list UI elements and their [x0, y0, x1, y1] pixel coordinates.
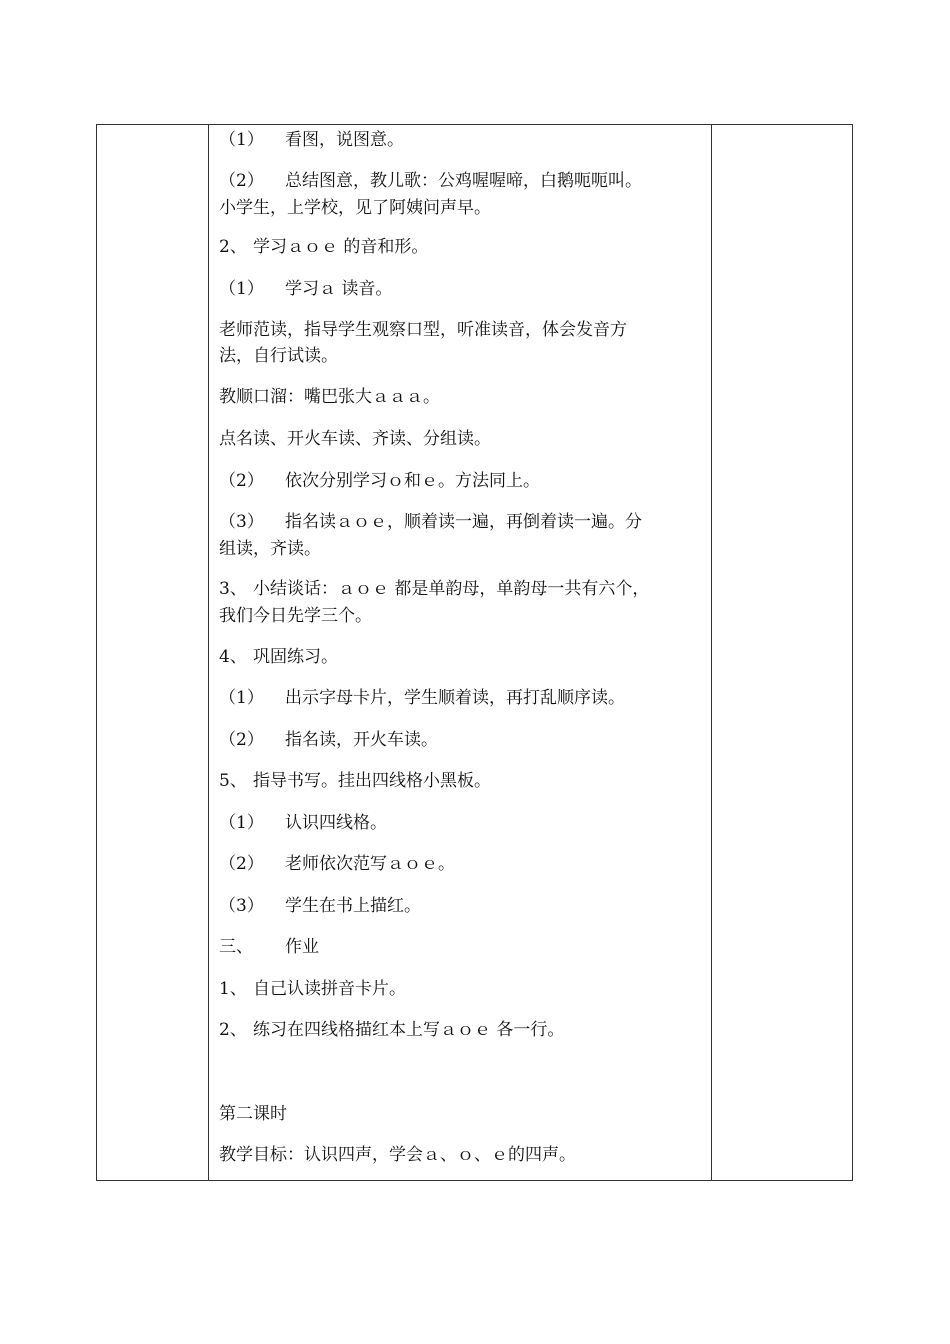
- line-text: 教学目标：认识四声，学会ａ、ｏ、ｅ的四声。: [219, 1145, 576, 1165]
- line-text: 法，自行试读。: [219, 346, 338, 366]
- line-text: 教顺口溜：嘴巴张大ａａａ。: [219, 387, 440, 407]
- line-number: 4、: [219, 647, 247, 667]
- line-text: 作业: [285, 937, 319, 957]
- content-line: [219, 195, 699, 221]
- line-number: 三、: [219, 937, 253, 957]
- line-number: （1）: [219, 130, 264, 150]
- line-text: 指名读，开火车读。: [285, 730, 438, 750]
- content-line: [219, 276, 699, 302]
- line-text: 学习ａ 读音。: [285, 279, 393, 299]
- line-text: 出示字母卡片，学生顺着读，再打乱顺序读。: [285, 688, 625, 708]
- line-text: 认识四线格。: [285, 813, 387, 833]
- table-column-divider-right: [711, 125, 712, 1180]
- content-line: [219, 509, 699, 535]
- section-heading: [219, 1101, 699, 1127]
- line-number: 5、: [219, 771, 247, 791]
- content-line: [219, 536, 699, 562]
- line-text: 小学生，上学校，见了阿姨问声早。: [219, 198, 491, 218]
- content-line: [219, 426, 699, 452]
- table-column-divider-left: [208, 125, 209, 1180]
- line-number: （2）: [219, 171, 264, 191]
- line-number: （1）: [219, 279, 264, 299]
- line-text: 点名读、开火车读、齐读、分组读。: [219, 429, 491, 449]
- line-text: 小结谈话：ａｏｅ 都是单韵母，单韵母一共有六个，: [253, 579, 650, 599]
- content-line: [219, 1017, 699, 1043]
- line-text: 自己认读拼音卡片。: [253, 979, 406, 999]
- content-line: [219, 851, 699, 877]
- content-line: [219, 768, 699, 794]
- content-line: [219, 317, 699, 343]
- line-text: 学生在书上描红。: [285, 896, 421, 916]
- line-text: 看图，说图意。: [285, 130, 404, 150]
- content-line: [219, 343, 699, 369]
- line-number: （3）: [219, 512, 264, 532]
- content-line: [219, 727, 699, 753]
- line-text: 练习在四线格描红本上写ａｏｅ 各一行。: [253, 1020, 565, 1040]
- content-line: [219, 685, 699, 711]
- content-line: [219, 603, 699, 629]
- line-number: （1）: [219, 813, 264, 833]
- line-number: （3）: [219, 896, 264, 916]
- line-text: 第二课时: [219, 1104, 287, 1124]
- line-text: 组读，齐读。: [219, 539, 321, 559]
- content-line: [219, 893, 699, 919]
- line-number: （2）: [219, 730, 264, 750]
- line-number: 2、: [219, 1020, 247, 1040]
- line-text: 依次分别学习ｏ和ｅ。方法同上。: [285, 471, 540, 491]
- lesson-plan-table: [96, 124, 853, 1181]
- content-line: [219, 1142, 699, 1168]
- content-line: [219, 168, 699, 194]
- line-text: 总结图意，教儿歌：公鸡喔喔啼，白鹅呃呃叫。: [285, 171, 642, 191]
- line-number: 2、: [219, 237, 247, 257]
- line-text: 我们今日先学三个。: [219, 606, 372, 626]
- line-text: 老师范读，指导学生观察口型，听准读音，体会发音方: [219, 320, 627, 340]
- content-line: [219, 384, 699, 410]
- line-number: （2）: [219, 471, 264, 491]
- content-line: [219, 976, 699, 1002]
- content-line: [219, 576, 699, 602]
- content-line: [219, 127, 699, 153]
- content-line: [219, 810, 699, 836]
- line-number: （2）: [219, 854, 264, 874]
- content-line: [219, 234, 699, 260]
- line-number: 1、: [219, 979, 247, 999]
- line-text: 学习ａｏｅ 的音和形。: [253, 237, 429, 257]
- content-line: [219, 468, 699, 494]
- line-text: 巩固练习。: [253, 647, 338, 667]
- line-number: （1）: [219, 688, 264, 708]
- content-line: [219, 934, 699, 960]
- line-text: 指名读ａｏｅ，顺着读一遍，再倒着读一遍。分: [285, 512, 642, 532]
- line-text: 老师依次范写ａｏｅ。: [285, 854, 455, 874]
- line-number: 3、: [219, 579, 247, 599]
- content-line: [219, 644, 699, 670]
- line-text: 指导书写。挂出四线格小黑板。: [253, 771, 491, 791]
